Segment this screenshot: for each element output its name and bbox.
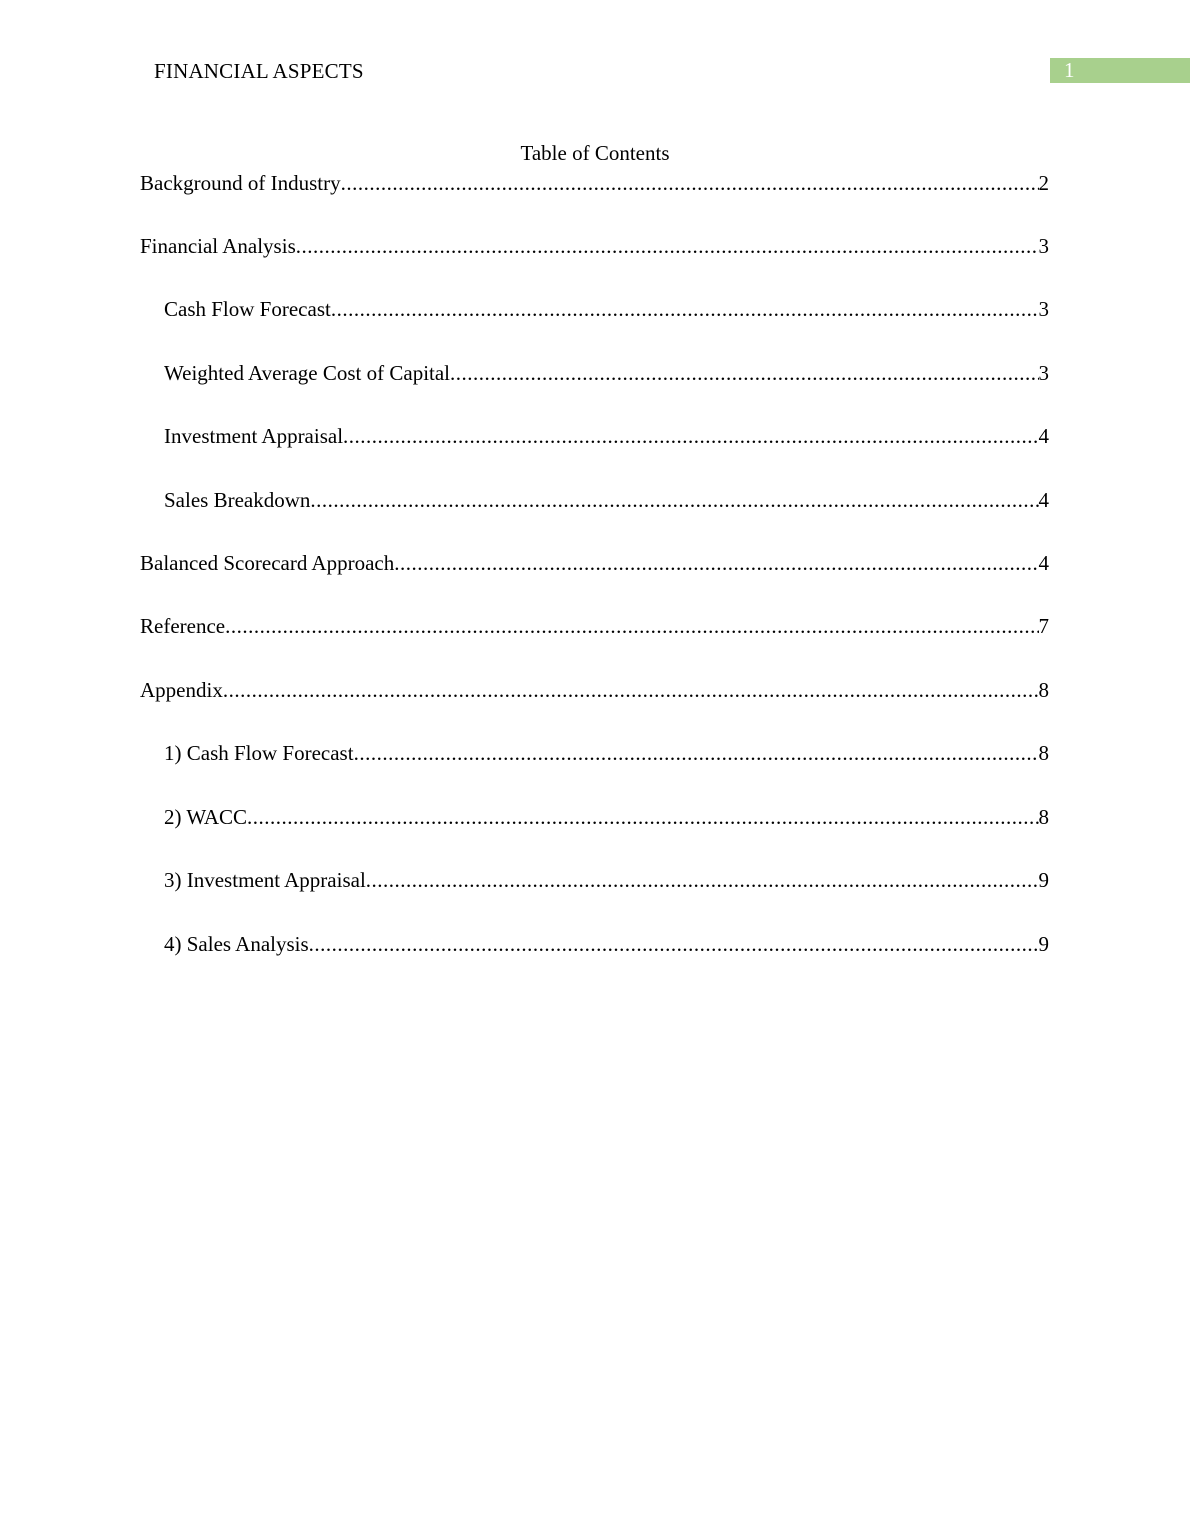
toc-entry-background-of-industry[interactable] [140, 169, 1049, 197]
toc-entry-label: Background of Industry [140, 171, 341, 195]
toc-entry-label: Financial Analysis [140, 234, 296, 258]
toc-title: Table of Contents [520, 141, 670, 165]
toc-entry-label: Sales Breakdown [164, 488, 311, 512]
toc-entry-label: 2) WACC [164, 805, 248, 829]
toc-entry-cash-flow-forecast[interactable] [164, 295, 1049, 323]
dot-leader [310, 486, 1038, 514]
toc-entry-investment-appraisal[interactable] [164, 422, 1049, 450]
dot-leader [341, 169, 1039, 197]
dot-leader [223, 676, 1039, 704]
toc-entry-page: 4 [1038, 488, 1049, 512]
toc-entry-label: Weighted Average Cost of Capital [164, 361, 451, 385]
toc-entry-page: 3 [1038, 297, 1049, 321]
toc-entry-page: 8 [1038, 678, 1049, 702]
dot-leader [354, 739, 1039, 767]
toc-entry-appendix-wacc[interactable] [164, 803, 1049, 831]
toc-entry-wacc[interactable] [164, 359, 1049, 387]
dot-leader [296, 232, 1039, 260]
dot-leader [247, 803, 1038, 831]
page-number: 1 [1050, 58, 1190, 83]
toc-entry-page: 9 [1038, 868, 1049, 892]
toc-entry-page: 9 [1038, 932, 1049, 956]
toc-entry-appendix-investment-appraisal[interactable] [164, 866, 1049, 894]
toc-entry-appendix-cash-flow-forecast[interactable] [164, 739, 1049, 767]
toc-entry-appendix[interactable] [140, 676, 1049, 704]
toc-entry-page: 3 [1038, 234, 1049, 258]
toc-entry-page: 4 [1038, 551, 1049, 575]
toc-entry-label: 3) Investment Appraisal [164, 868, 366, 892]
toc-entry-page: 2 [1038, 171, 1049, 195]
dot-leader [331, 295, 1039, 323]
toc-entry-page: 7 [1038, 614, 1049, 638]
toc-entry-label: 1) Cash Flow Forecast [164, 741, 354, 765]
running-head: FINANCIAL ASPECTS [154, 59, 364, 83]
toc-entry-page: 8 [1038, 805, 1049, 829]
toc-entry-sales-breakdown[interactable] [164, 486, 1049, 514]
dot-leader [450, 359, 1038, 387]
toc-entry-label: Cash Flow Forecast [164, 297, 331, 321]
toc-entry-reference[interactable] [140, 612, 1049, 640]
dot-leader [343, 422, 1038, 450]
toc-entry-label: 4) Sales Analysis [164, 932, 309, 956]
dot-leader [309, 930, 1039, 958]
toc-entry-label: Investment Appraisal [164, 424, 344, 448]
toc-entry-page: 8 [1038, 741, 1049, 765]
dot-leader [394, 549, 1038, 577]
toc-entry-page: 3 [1038, 361, 1049, 385]
toc-entry-financial-analysis[interactable] [140, 232, 1049, 260]
toc-entry-appendix-sales-analysis[interactable] [164, 930, 1049, 958]
toc-entry-label: Appendix [140, 678, 223, 702]
toc-entry-label: Reference [140, 614, 226, 638]
toc-entry-page: 4 [1038, 424, 1049, 448]
toc-entry-balanced-scorecard[interactable] [140, 549, 1049, 577]
dot-leader [225, 612, 1038, 640]
toc-entry-label: Balanced Scorecard Approach [140, 551, 395, 575]
dot-leader [366, 866, 1039, 894]
